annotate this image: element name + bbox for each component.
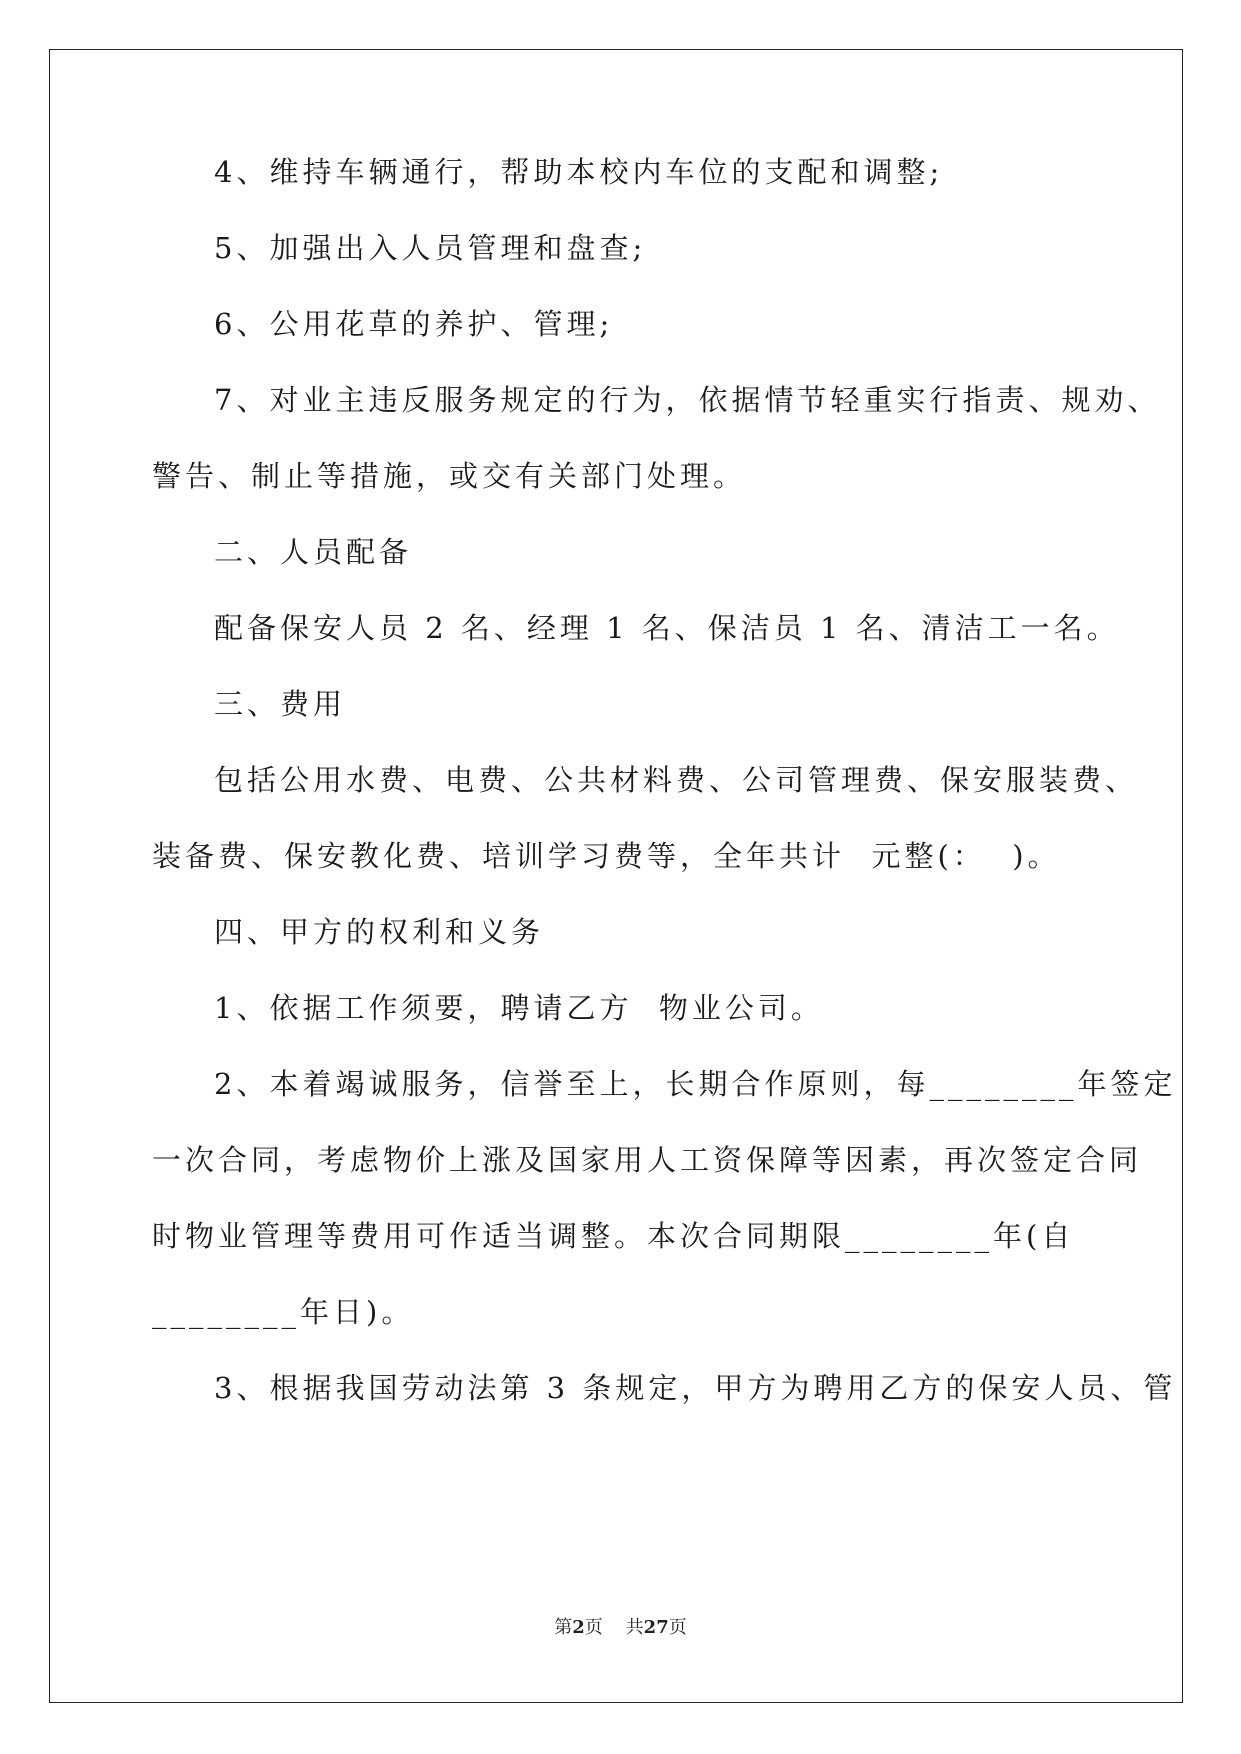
page-footer [0, 1613, 1241, 1639]
paragraph-line: 警告、制止等措施，或交有关部门处理。 [152, 459, 747, 493]
paragraph-line: 1、依据工作须要，聘请乙方 物业公司。 [214, 991, 824, 1025]
section-heading: 四、甲方的权利和义务 [214, 915, 545, 949]
paragraph-line: 4、维持车辆通行，帮助本校内车位的支配和调整; [214, 155, 944, 189]
paragraph-line: 5、加强出入人员管理和盘查; [214, 231, 647, 265]
footer-page-number: 2 [572, 1617, 585, 1638]
paragraph-line: 3、根据我国劳动法第 3 条规定，甲方为聘用乙方的保安人员、管 [214, 1371, 1177, 1405]
footer-total-number: 27 [643, 1617, 669, 1638]
footer-total-suffix: 页 [668, 1617, 687, 1638]
footer-page-prefix: 第 [554, 1617, 573, 1638]
paragraph-line: 7、对业主违反服务规定的行为，依据情节轻重实行指责、规劝、 [214, 383, 1161, 417]
paragraph-line: 装备费、保安教化费、培训学习费等，全年共计 元整(： )。 [152, 839, 1061, 873]
section-heading: 二、人员配备 [214, 535, 413, 569]
paragraph-line: 时物业管理等费用可作适当调整。本次合同期限________年(自 [152, 1219, 1075, 1253]
paragraph-line: 一次合同，考虑物价上涨及国家用人工资保障等因素，再次签定合同 [152, 1143, 1143, 1177]
paragraph-line: 配备保安人员 2 名、经理 1 名、保洁员 1 名、清洁工一名。 [214, 611, 1120, 645]
section-heading: 三、费用 [214, 687, 347, 721]
footer-page-suffix: 页 [584, 1617, 603, 1638]
paragraph-line: 6、公用花草的养护、管理; [214, 307, 614, 341]
paragraph-line: 2、本着竭诚服务，信誉至上，长期合作原则，每________年签定 [214, 1067, 1177, 1101]
paragraph-line: ________年日)。 [152, 1295, 415, 1329]
paragraph-line: 包括公用水费、电费、公共材料费、公司管理费、保安服装费、 [214, 763, 1139, 797]
footer-total-prefix: 共 [625, 1617, 644, 1638]
page-frame [49, 49, 1183, 1703]
